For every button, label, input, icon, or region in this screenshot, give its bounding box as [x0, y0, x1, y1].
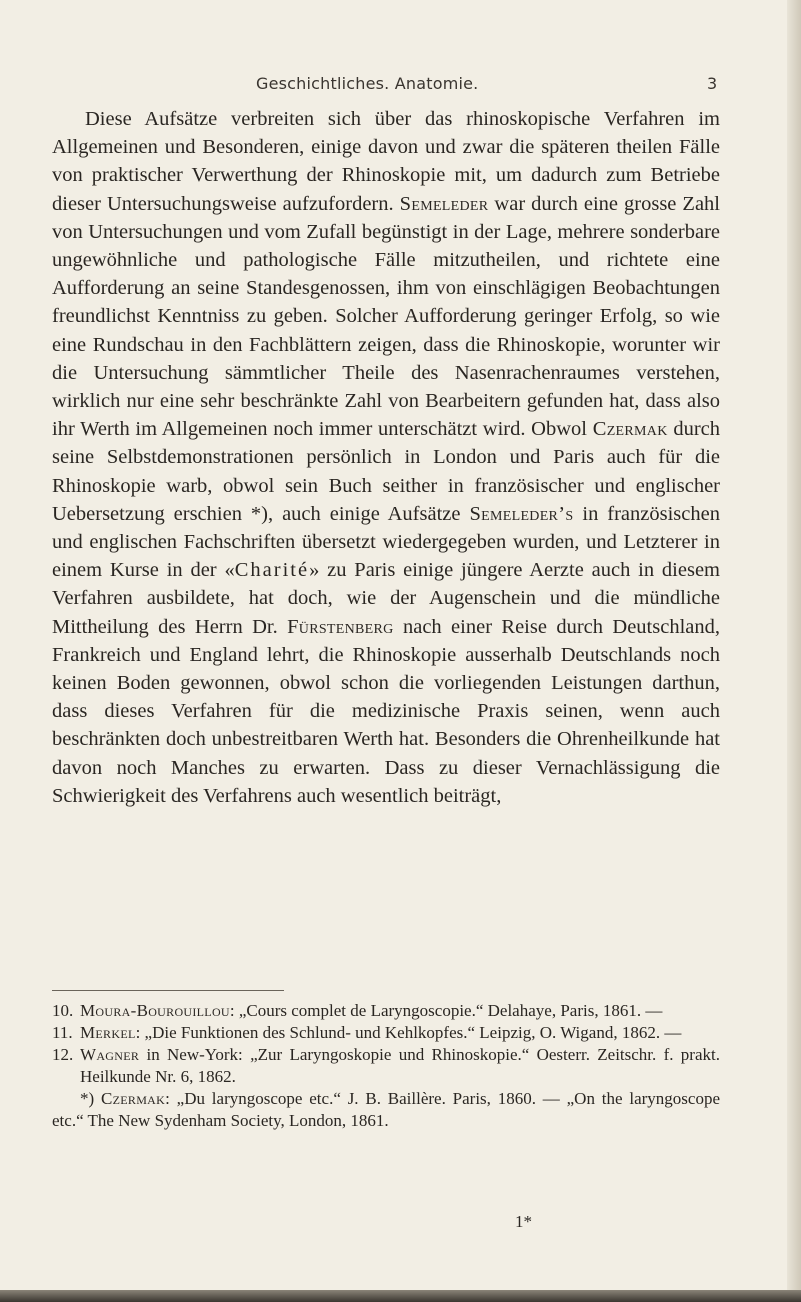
main-text — [52, 105, 720, 810]
author-name: Semeleder’s — [469, 502, 574, 525]
footnote-number: 11. — [52, 1023, 73, 1042]
text-run: Diese Aufsätze verbreiten sich über das rhinoskopische Verfahren im Allgemeinen und Besonderen, einige davon und zwar die späteren theilen Fälle von praktischer Verwerthung der Rhinoskopie mit, um dadurch zum Betriebe dieser Untersuchungsweise aufzufordern. — [52, 108, 720, 215]
footnote — [52, 1000, 720, 1022]
footnote-text: : „Du laryngoscope etc.“ J. B. Baillère. Paris, 1860. — „On the laryngoscope etc.“ The New Sydenham Society, London, 1861. — [52, 1089, 721, 1130]
footnote-number: 12. — [52, 1045, 74, 1064]
text-run: nach einer Reise durch Deutschland, Frankreich und England lehrt, die Rhinoskopie ausserhalb Deutschlands noch keinen Boden gewonnen, obwol schon die vorliegenden Leistungen darthun, dass dieses Verfahren für die medizinische Praxis seinen, wenn auch beschränkten doch unbestreitbaren Werth hat. Besonders die Ohrenheilkunde hat davon noch Manches zu erwarten. Dass zu dieser Vernachlässigung die Schwierigkeit des Verfahrens auch wesentlich beiträgt, — [52, 615, 720, 807]
page-number: 3 — [707, 74, 718, 93]
text-run: in französischen und englischen Fachschriften übersetzt wiedergegeben wurden, und Letzterer in einem Kurse in der « — [52, 502, 720, 582]
text-run: » zu Paris einige jüngere Aerzte auch in diesem Verfahren ausbildete, hat doch, wie der Augenschein und die mündliche Mittheilung des Herrn Dr. — [52, 559, 720, 638]
footnote-author: Merkel — [80, 1023, 136, 1042]
footnote-author: Wagner — [80, 1045, 140, 1064]
text-run: durch seine Selbstdemonstrationen persönlich in London und Paris auch für die Rhinoskopie warb, obwol sein Buch seither in französischer und englischer Uebersetzung erschien *), auch einige Aufsätze — [52, 418, 720, 525]
page-edge — [787, 0, 801, 1302]
footnote-number: 10. — [52, 1001, 74, 1020]
footnote — [52, 1044, 720, 1088]
footnote — [52, 1022, 720, 1044]
institution-name: Charité — [234, 559, 310, 582]
footnote-rule — [52, 990, 284, 991]
text-run: war durch eine grosse Zahl von Untersuchungen und vom Zufall begünstigt in der Lage, mehrere sonderbare ungewöhnliche und pathologische Fälle mitzutheilen, und richtete eine Aufforderung an seine Standesgenossen, ihm von einschlägigen Beobachtungen freundlichst Kenntniss zu geben. Solcher Aufforderung geringer Erfolg, so wie eine Rundschau in den Fachblättern zeigen, dass die Rhinoskopie, worunter wir die Untersuchung sämmtlicher Theile des Nasenrachenraumes verstehen, wirklich nur eine sehr beschränkte Zahl von Bearbeitern gefunden hat, dass also ihr Werth im Allgemeinen noch immer unterschätzt wird. Obwol — [52, 192, 720, 441]
footnote-marker: *) — [80, 1089, 95, 1108]
scan-bottom-edge — [0, 1290, 801, 1302]
footnote-author: Czermak — [101, 1089, 166, 1108]
author-name: Semeleder — [399, 192, 489, 215]
running-header — [0, 74, 801, 100]
footnote — [52, 1088, 720, 1132]
footnote-author: Moura-Bourouillou — [80, 1001, 230, 1020]
running-title: Geschichtliches. Anatomie. — [256, 74, 479, 93]
signature-mark: 1* — [515, 1212, 532, 1231]
footnote-text: : „Die Funktionen des Schlund- und Kehlkopfes.“ Leipzig, O. Wigand, 1862. — — [135, 1023, 682, 1042]
author-name: Fürstenberg — [287, 615, 394, 638]
body-paragraph — [52, 105, 720, 810]
author-name: Czermak — [592, 418, 668, 441]
footnotes — [52, 1000, 720, 1132]
footnote-text: : „Cours complet de Laryngoscopie.“ Delahaye, Paris, 1861. — — [229, 1001, 663, 1020]
footnote-text: in New-York: „Zur Laryngoskopie und Rhinoskopie.“ Oesterr. Zeitschr. f. prakt. Heilkunde Nr. 6, 1862. — [80, 1045, 720, 1086]
